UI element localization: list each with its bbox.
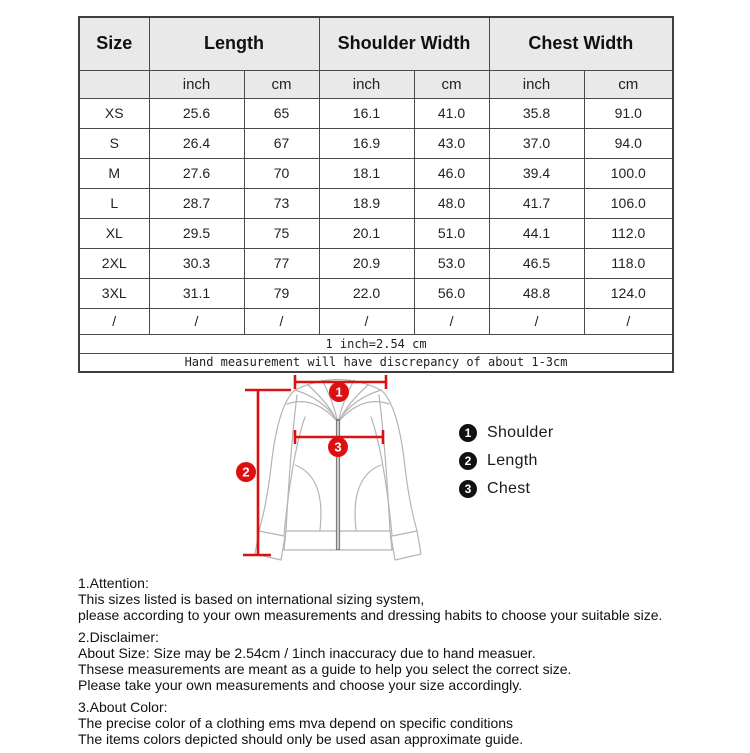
table-cell: / xyxy=(319,308,414,334)
table-row xyxy=(79,158,673,188)
table-cell: 43.0 xyxy=(414,128,489,158)
measure-badge-length xyxy=(236,462,256,482)
table-cell: 41.7 xyxy=(489,188,584,218)
note-line: The items colors depicted should only be used asan approximate guide. xyxy=(78,731,524,747)
table-cell: 112.0 xyxy=(584,218,673,248)
table-cell: 30.3 xyxy=(149,248,244,278)
table-header-row xyxy=(79,17,673,70)
table-cell: 48.0 xyxy=(414,188,489,218)
table-subheader-row xyxy=(79,70,673,98)
table-cell: 28.7 xyxy=(149,188,244,218)
table-cell: 44.1 xyxy=(489,218,584,248)
table-cell: 37.0 xyxy=(489,128,584,158)
note-line: please according to your own measurements and dressing habits to choose your suitable size. xyxy=(78,607,663,623)
table-row xyxy=(79,218,673,248)
subheader-inch: inch xyxy=(149,70,244,98)
table-cell: S xyxy=(79,128,149,158)
table-cell: 20.1 xyxy=(319,218,414,248)
table-cell: 67 xyxy=(244,128,319,158)
table-cell: XS xyxy=(79,98,149,128)
header-length: Length xyxy=(149,17,319,70)
svg-text:3: 3 xyxy=(334,439,342,455)
table-cell: 16.9 xyxy=(319,128,414,158)
legend-number-badge: 1 xyxy=(459,424,477,442)
table-cell: 18.1 xyxy=(319,158,414,188)
legend-number-badge: 2 xyxy=(459,452,477,470)
table-cell: 51.0 xyxy=(414,218,489,248)
table-cell: 35.8 xyxy=(489,98,584,128)
table-cell: / xyxy=(79,308,149,334)
legend-item-shoulder xyxy=(459,423,553,442)
table-cell: 73 xyxy=(244,188,319,218)
table-row xyxy=(79,278,673,308)
table-cell: 94.0 xyxy=(584,128,673,158)
table-row xyxy=(79,98,673,128)
note-title: 1.Attention: xyxy=(78,575,149,591)
note-title: 2.Disclaimer: xyxy=(78,629,159,645)
table-cell: / xyxy=(149,308,244,334)
table-cell: 25.6 xyxy=(149,98,244,128)
legend-label: Chest xyxy=(487,479,531,497)
table-row xyxy=(79,188,673,218)
table-cell: 39.4 xyxy=(489,158,584,188)
subheader-inch: inch xyxy=(319,70,414,98)
table-row xyxy=(79,248,673,278)
note-line: The precise color of a clothing ems mva depend on specific conditions xyxy=(78,715,514,731)
table-cell: 27.6 xyxy=(149,158,244,188)
svg-text:1: 1 xyxy=(335,384,343,400)
table-cell: 124.0 xyxy=(584,278,673,308)
table-cell: 53.0 xyxy=(414,248,489,278)
conversion-row xyxy=(79,334,673,353)
measure-badge-shoulder xyxy=(329,382,349,402)
table-cell: 29.5 xyxy=(149,218,244,248)
legend-label: Shoulder xyxy=(487,423,554,441)
note-line: About Size: Size may be 2.54cm / 1inch inaccuracy due to hand measuer. xyxy=(78,645,536,661)
table-cell: M xyxy=(79,158,149,188)
table-cell: 26.4 xyxy=(149,128,244,158)
header-chest-width: Chest Width xyxy=(489,17,673,70)
legend-item-length xyxy=(459,451,553,470)
note-section xyxy=(78,699,738,747)
legend-label: Length xyxy=(487,451,538,469)
svg-text:2: 2 xyxy=(242,464,250,480)
conversion-note: 1 inch=2.54 cm xyxy=(79,334,673,353)
note-section xyxy=(78,575,738,623)
legend-number-badge: 3 xyxy=(459,480,477,498)
header-size: Size xyxy=(79,17,149,70)
table-cell: 65 xyxy=(244,98,319,128)
table-cell: / xyxy=(244,308,319,334)
subheader-cm: cm xyxy=(584,70,673,98)
table-cell: 118.0 xyxy=(584,248,673,278)
note-line: Please take your own measurements and choose your size accordingly. xyxy=(78,677,523,693)
table-cell: 106.0 xyxy=(584,188,673,218)
measure-badge-chest xyxy=(328,437,348,457)
table-cell: 20.9 xyxy=(319,248,414,278)
table-cell: / xyxy=(414,308,489,334)
table-cell: 46.5 xyxy=(489,248,584,278)
subheader-cm: cm xyxy=(244,70,319,98)
subheader-inch: inch xyxy=(489,70,584,98)
table-cell: 70 xyxy=(244,158,319,188)
table-cell: / xyxy=(489,308,584,334)
measurement-note: Hand measurement will have discrepancy of about 1-3cm xyxy=(79,353,673,372)
table-row xyxy=(79,308,673,334)
table-cell: / xyxy=(584,308,673,334)
table-cell: 56.0 xyxy=(414,278,489,308)
note-title: 3.About Color: xyxy=(78,699,168,715)
table-cell: 46.0 xyxy=(414,158,489,188)
table-row xyxy=(79,128,673,158)
table-cell: 75 xyxy=(244,218,319,248)
subheader-cm: cm xyxy=(414,70,489,98)
table-cell: 2XL xyxy=(79,248,149,278)
note-section xyxy=(78,629,738,693)
table-cell: 100.0 xyxy=(584,158,673,188)
legend-item-chest xyxy=(459,479,553,498)
measure-legend xyxy=(459,423,553,507)
table-cell: 48.8 xyxy=(489,278,584,308)
jacket-measurement-diagram xyxy=(233,373,473,573)
note-line: Thsese measurements are meant as a guide to help you select the correct size. xyxy=(78,661,572,677)
notes-section xyxy=(78,575,738,753)
header-shoulder-width: Shoulder Width xyxy=(319,17,489,70)
table-cell: L xyxy=(79,188,149,218)
size-table xyxy=(78,16,674,373)
table-cell: 41.0 xyxy=(414,98,489,128)
table-cell: 18.9 xyxy=(319,188,414,218)
table-cell: 91.0 xyxy=(584,98,673,128)
table-cell: 3XL xyxy=(79,278,149,308)
table-cell: 16.1 xyxy=(319,98,414,128)
table-cell: XL xyxy=(79,218,149,248)
table-cell: 31.1 xyxy=(149,278,244,308)
subheader-blank xyxy=(79,70,149,98)
table-cell: 79 xyxy=(244,278,319,308)
measurement-note-row xyxy=(79,353,673,372)
table-cell: 22.0 xyxy=(319,278,414,308)
note-line: This sizes listed is based on international sizing system, xyxy=(78,591,425,607)
table-cell: 77 xyxy=(244,248,319,278)
